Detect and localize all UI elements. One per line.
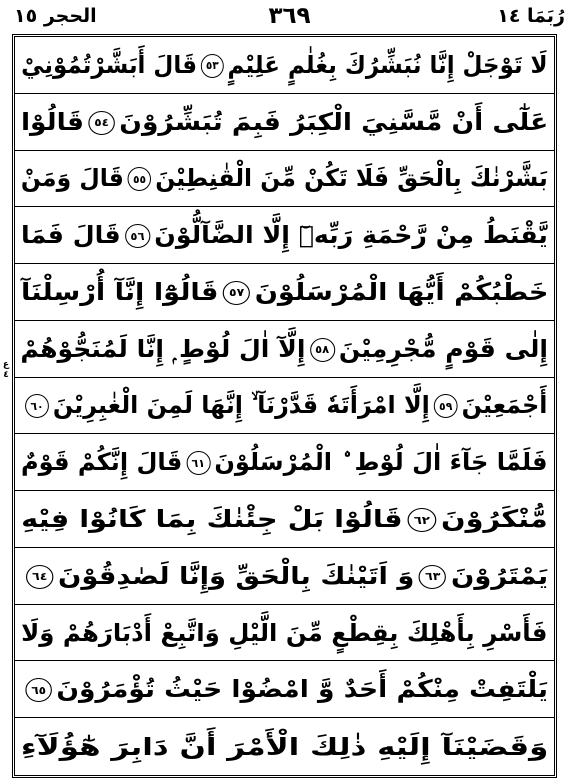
page-header [0, 0, 579, 34]
verse-line [15, 378, 554, 435]
verse-text [21, 278, 548, 306]
verse-text [21, 335, 549, 363]
verse-text [21, 562, 548, 590]
verse-segment: فَلَمَّا جَآءَ اٰلَ لُوْطِ ۨ الْمُرْسَلُوْنَ [214, 448, 548, 477]
ayah-number-marker: ٦١ [186, 451, 210, 475]
ayah-number-marker: ٥٥ [128, 167, 151, 191]
verse-text [21, 51, 548, 79]
verse-segment: قَالُوْا بَلْ جِئْنٰكَ بِمَا كَانُوْا فِيْهِ [21, 505, 403, 534]
verse-segment: مُّنْكَرُوْنَ [441, 505, 548, 534]
ayah-number-marker: ٦٥ [25, 678, 52, 702]
verse-segment: بَشَّرْنٰكَ بِالْحَقِّ فَلَا تَكُنْ مِّنَ الْقٰنِطِيْنَ [155, 164, 548, 193]
verse-segment: قَالَ فَمَا [21, 221, 121, 250]
juz-name: رُبَمَا ١٤ [497, 5, 565, 27]
ayah-number-marker: ٥٦ [125, 224, 150, 248]
page-number: ٣٦٩ [268, 3, 311, 29]
verse-segment: إِلَّا امْرَأَتَهٗ قَدَّرْنَآ ۙ إِنَّهَا لَمِنَ الْغٰبِرِيْنَ [53, 391, 431, 420]
verse-segment: إِلٰى قَوْمٍ مُّجْرِمِيْنَ [339, 334, 549, 363]
verse-line [15, 718, 554, 775]
verse-segment: عَلٰٓى أَنْ مَّسَّنِيَ الْكِبَرُ فَبِمَ تُبَشِّرُوْنَ [119, 107, 549, 136]
ayah-number-marker: ٥٤ [88, 111, 115, 135]
verse-segment: خَطْبُكُمْ أَيُّهَا الْمُرْسَلُوْنَ [254, 277, 549, 306]
verse-line [15, 321, 554, 378]
verse-line [15, 151, 554, 208]
verse-segment: وَ اَتَيْنٰكَ بِالْحَقِّ وَإِنَّا لَصٰدِقُوْنَ [57, 561, 415, 590]
verse-segment: قَالَ إِنَّكُمْ قَوْمٌ [21, 448, 183, 477]
ayah-number-marker: ٥٧ [223, 281, 250, 305]
verse-text [21, 733, 548, 761]
verse-text [21, 505, 548, 533]
verse-line [15, 605, 554, 662]
verse-segment: وَقَضَيْنَآ إِلَيْهِ ذٰلِكَ الْأَمْرَ أَنَّ دَابِرَ هٰٓؤُلَآءِ [20, 732, 549, 761]
verse-line [15, 37, 554, 94]
ayah-number-marker: ٥٨ [310, 338, 335, 362]
verse-segment: لَا تَوْجَلْ إِنَّا نُبَشِّرُكَ بِغُلٰمٍ عَلِيْمٍ [227, 50, 548, 79]
ayah-number-marker: ٥٣ [201, 54, 224, 78]
verse-segment: يَّقْنَطُ مِنْ رَّحْمَةِ رَبِّهٖٓ إِلَّا الضَّآلُّوْنَ [154, 221, 548, 250]
ruku-margin-mark: ع ٤ [2, 360, 10, 380]
surah-name: الحجر ١٥ [14, 5, 97, 27]
verse-lines [15, 37, 554, 775]
ayah-number-marker: ٦٢ [407, 508, 436, 532]
ayah-number-marker: ٥٩ [434, 394, 458, 418]
verse-line [15, 548, 554, 605]
verse-text [21, 619, 547, 647]
verse-line [15, 207, 554, 264]
ayah-number-marker: ٦٣ [419, 565, 446, 589]
verse-text [21, 108, 548, 136]
verse-text [21, 448, 548, 476]
verse-text [21, 164, 548, 192]
verse-segment: قَالَ وَمَنْ [21, 164, 124, 193]
verse-segment: فَأَسْرِ بِأَهْلِكَ بِقِطْعٍ مِّنَ الَّيْلِ وَاتَّبِعْ أَدْبَارَهُمْ وَلَا [21, 618, 548, 647]
verse-text [21, 675, 548, 703]
ayah-number-marker: ٦٠ [25, 394, 49, 418]
verse-line [15, 94, 554, 151]
verse-segment: يَمْتَرُوْنَ [450, 561, 548, 590]
verse-segment: يَلْتَفِتْ مِنْكُمْ أَحَدٌ وَّ امْضُوْا حَيْثُ تُؤْمَرُوْنَ [56, 675, 549, 704]
verse-text [21, 391, 547, 419]
verse-segment: قَالُوْا [20, 107, 84, 136]
verse-segment: إِلَّآ اٰلَ لُوْطٍ ۭ إِنَّا لَمُنَجُّوْهُمْ [20, 334, 306, 363]
verse-line [15, 661, 554, 718]
verse-segment: قَالَ أَبَشَّرْتُمُوْنِيْ [21, 50, 198, 79]
verse-segment: أَجْمَعِيْنَ [461, 391, 548, 420]
verse-segment: قَالُوْٓا إِنَّآ أُرْسِلْنَآ [20, 277, 219, 306]
ayah-number-marker: ٦٤ [26, 565, 53, 589]
verse-line [15, 264, 554, 321]
verse-text [21, 221, 548, 249]
verse-line [15, 434, 554, 491]
verse-line [15, 491, 554, 548]
